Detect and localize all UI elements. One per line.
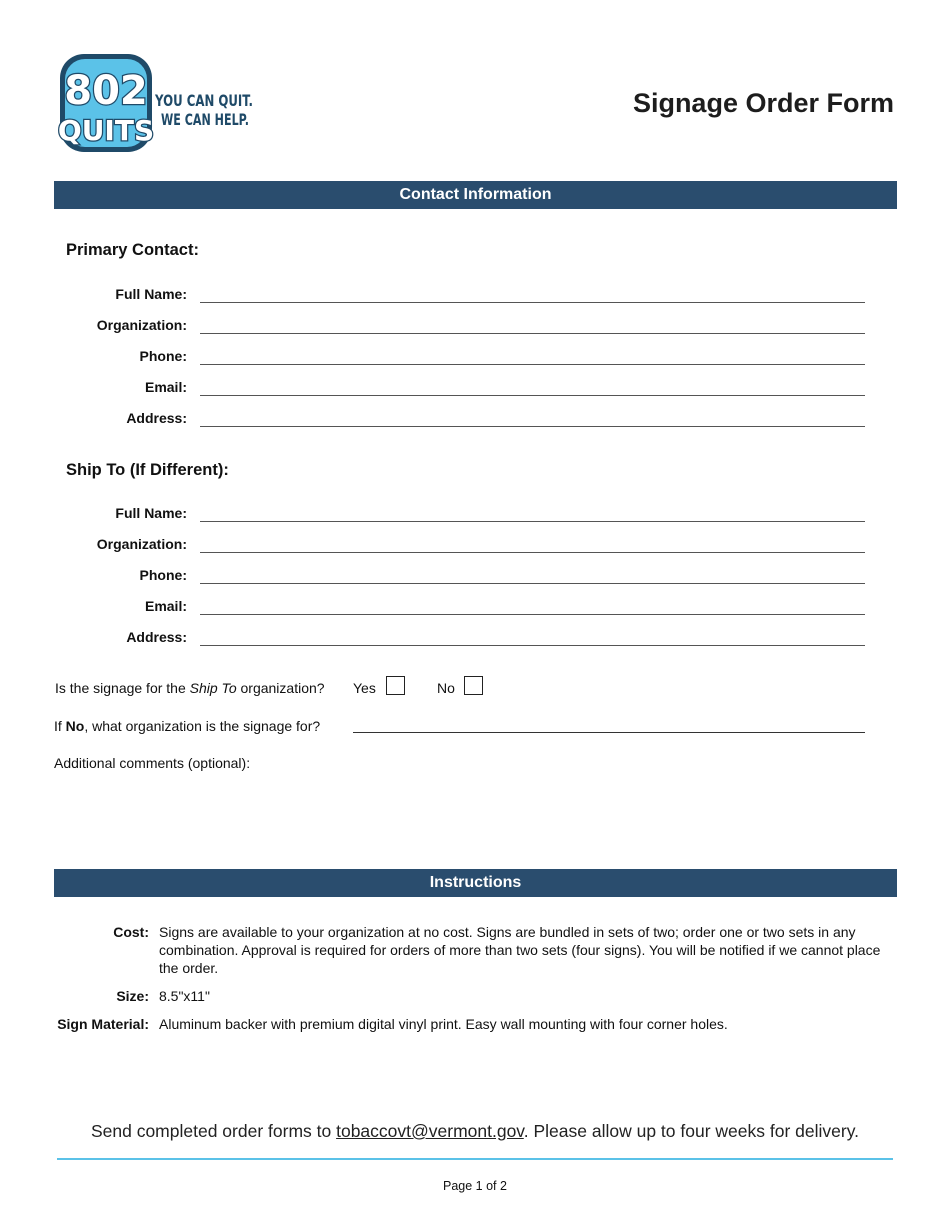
question-suffix: , what organization is the signage for? [84,718,321,734]
logo-number: 802 [64,68,148,114]
ship-to-heading: Ship To (If Different): [66,461,229,479]
message-prefix: Send completed order forms to [90,1121,337,1141]
yes-label: Yes [353,680,376,696]
primary-email-input[interactable] [200,395,865,396]
logo-802-quits [58,52,258,156]
primary-email-row [54,379,865,399]
tagline-line2: WE CAN HELP. [161,110,249,129]
other-organization-input[interactable] [353,732,865,733]
question-prefix: Is the signage for the [55,680,190,696]
ship-address-row [54,629,865,649]
logo-word: QUITS [57,114,155,147]
page-number: Page 1 of 2 [443,1179,507,1193]
other-organization-question [54,718,320,734]
field-label: Email: [144,379,187,395]
question-emphasis: No [65,718,85,734]
contact-information-bar: Contact Information [54,181,897,209]
primary-organization-input[interactable] [200,333,865,334]
instruction-sign-material [54,1015,884,1035]
instruction-key: Sign Material: [57,1016,149,1032]
question-emphasis: Ship To [189,680,237,696]
ship-phone-input[interactable] [200,583,865,584]
message-suffix: . Please allow up to four weeks for delivery. [523,1121,860,1141]
ship-full-name-input[interactable] [200,521,865,522]
instruction-value: Signs are available to your organization at no cost. Signs are bundled in sets of two; order one or two sets in any combination. Approval is required for orders of more than two sets (four signs). You will be notified if we cannot place the order. [159,924,881,976]
ship-address-input[interactable] [200,645,865,646]
instruction-key: Cost: [113,924,149,940]
ship-email-row [54,598,865,618]
ship-phone-row [54,567,865,587]
primary-full-name-row [54,286,865,306]
question-suffix: organization? [236,680,325,696]
instruction-value: 8.5"x11" [159,988,210,1004]
ship-email-input[interactable] [200,614,865,615]
primary-full-name-input[interactable] [200,302,865,303]
additional-comments-label: Additional comments (optional): [54,755,251,771]
no-label: No [437,680,455,696]
primary-address-row [54,410,865,430]
field-label: Address: [126,629,187,645]
instruction-cost [54,923,884,979]
instruction-value: Aluminum backer with premium digital vinyl print. Easy wall mounting with four corner holes. [159,1016,728,1032]
yes-checkbox[interactable] [386,676,405,695]
ship-to-question [55,680,325,696]
primary-organization-row [54,317,865,337]
page-title: Signage Order Form [632,88,894,118]
field-label: Phone: [139,567,187,583]
additional-comments-area[interactable] [54,778,865,858]
tagline-line1: YOU CAN QUIT. [154,91,253,110]
ship-organization-input[interactable] [200,552,865,553]
field-label: Full Name: [115,286,187,302]
field-label: Email: [144,598,187,614]
primary-contact-heading: Primary Contact: [66,241,199,259]
footer-divider [57,1158,893,1160]
primary-phone-input[interactable] [200,364,865,365]
field-label: Organization: [96,317,187,333]
submission-message [0,1121,950,1142]
primary-address-input[interactable] [200,426,865,427]
instruction-size [54,987,884,1007]
no-checkbox[interactable] [464,676,483,695]
field-label: Address: [126,410,187,426]
instructions-bar: Instructions [54,869,897,897]
question-prefix: If [54,718,66,734]
email-link[interactable]: tobaccovt@vermont.gov [336,1121,524,1141]
field-label: Full Name: [115,505,187,521]
field-label: Organization: [96,536,187,552]
instruction-key: Size: [116,988,149,1004]
ship-full-name-row [54,505,865,525]
field-label: Phone: [139,348,187,364]
ship-organization-row [54,536,865,556]
primary-phone-row [54,348,865,368]
